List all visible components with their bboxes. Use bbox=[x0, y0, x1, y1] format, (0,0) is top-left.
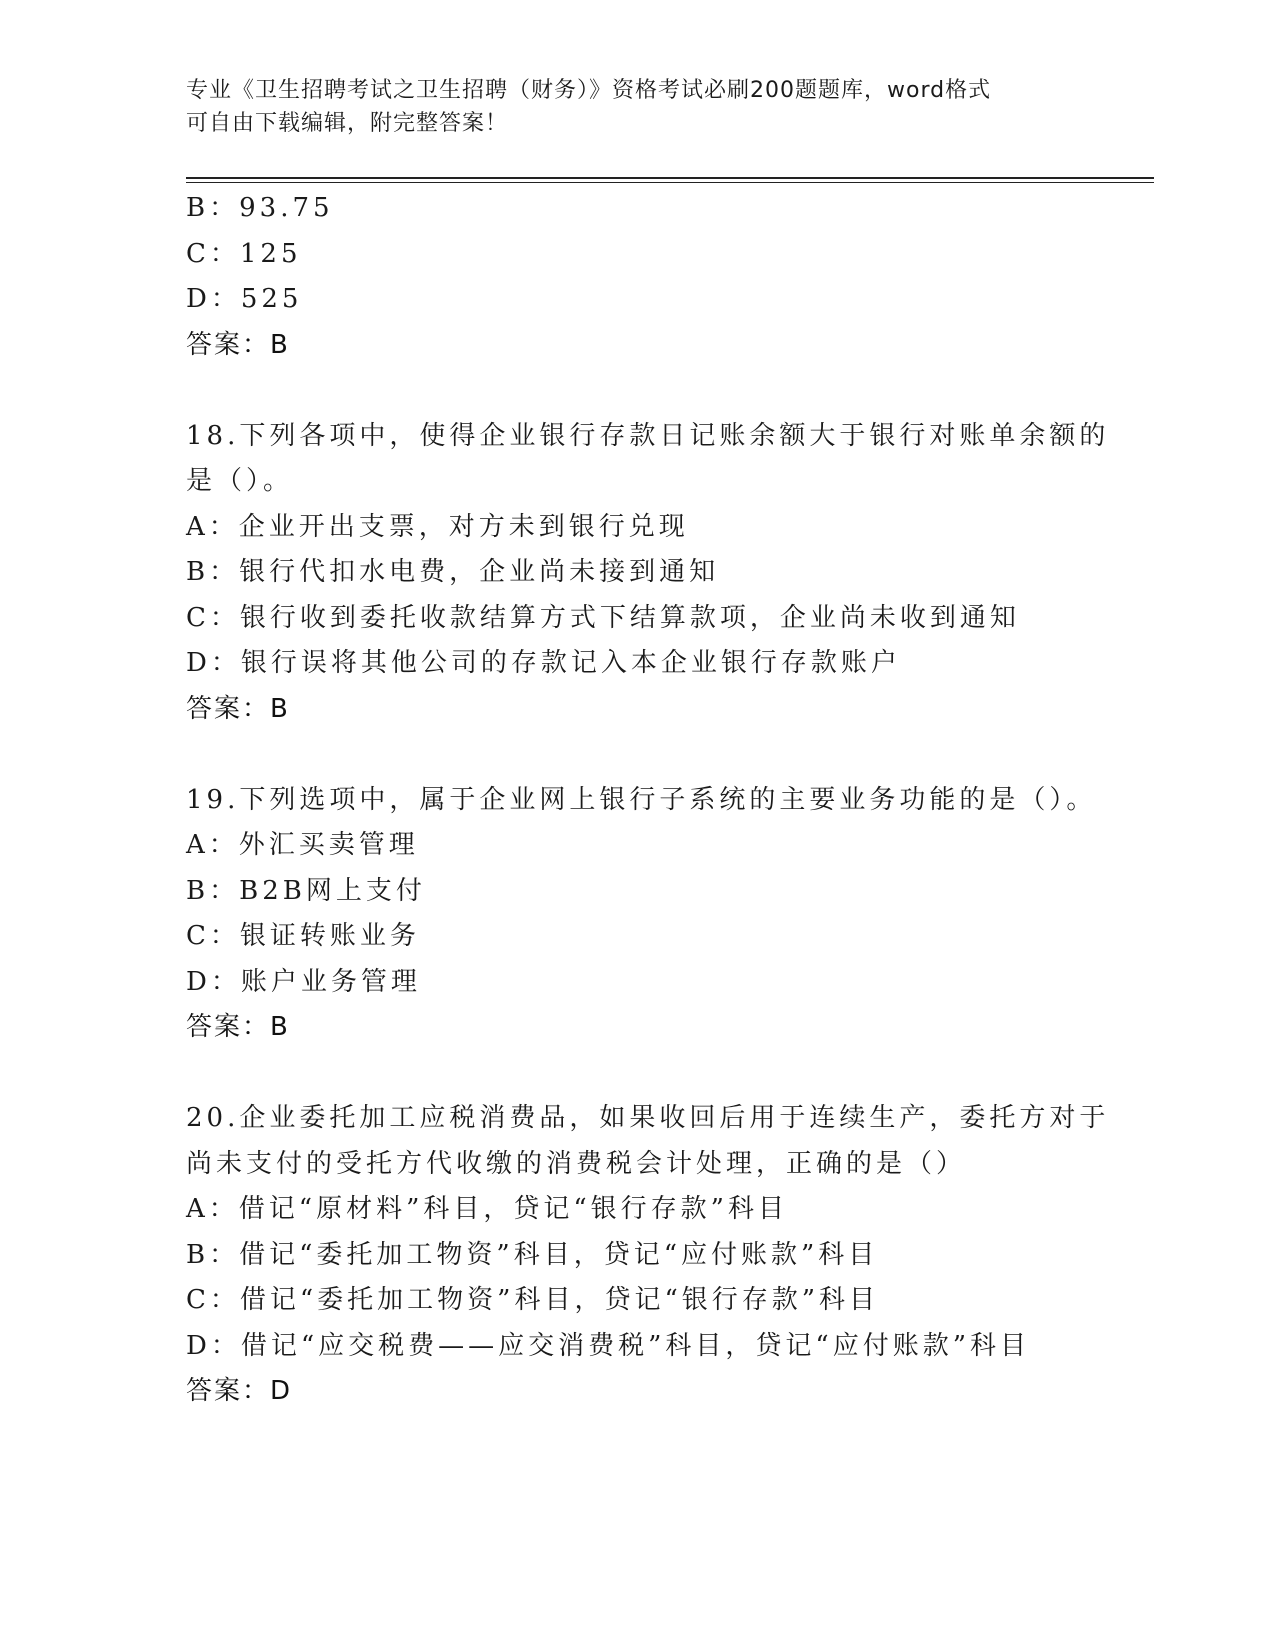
spacer bbox=[186, 368, 1086, 414]
question-20-option-d: D：借记“应交税费——应交消费税”科目，贷记“应付账款”科目 bbox=[186, 1330, 1031, 1361]
question-19-option-b: B：B2B网上支付 bbox=[186, 875, 426, 906]
option-d: D：525 bbox=[186, 284, 303, 314]
question-20-option-c: C：借记“委托加工物资”科目，贷记“银行存款”科目 bbox=[186, 1285, 880, 1315]
question-19-stem: 19.下列选项中，属于企业网上银行子系统的主要业务功能的是（）。 bbox=[186, 784, 1097, 815]
question-18-stem-line-2: 是（）。 bbox=[186, 466, 294, 496]
question-20-stem-line-2: 尚未支付的受托方代收缴的消费税会计处理，正确的是（） bbox=[186, 1148, 967, 1179]
option-b: B：93.75 bbox=[186, 193, 334, 223]
option-c: C：125 bbox=[186, 238, 302, 269]
question-18-option-d: D：银行误将其他公司的存款记入本企业银行存款账户 bbox=[186, 648, 901, 678]
question-18-answer: 答案：B bbox=[186, 693, 290, 724]
document-header bbox=[186, 74, 1066, 140]
question-content bbox=[186, 186, 1110, 1415]
question-18-option-a: A：企业开出支票，对方未到银行兑现 bbox=[186, 511, 689, 542]
spacer bbox=[186, 1051, 1086, 1097]
question-19-option-c: C：银证转账业务 bbox=[186, 921, 420, 951]
spacer bbox=[186, 732, 1086, 778]
answer-line: 答案：B bbox=[186, 329, 290, 360]
question-20-stem-line-1: 20.企业委托加工应税消费品，如果收回后用于连续生产，委托方对于 bbox=[186, 1103, 1110, 1133]
question-18-option-c: C：银行收到委托收款结算方式下结算款项，企业尚未收到通知 bbox=[186, 602, 1020, 633]
question-18-option-b: B：银行代扣水电费，企业尚未接到通知 bbox=[186, 557, 720, 587]
question-19-option-a: A：外汇买卖管理 bbox=[186, 830, 419, 860]
question-20-option-a: A：借记“原材料”科目，贷记“银行存款”科目 bbox=[186, 1194, 788, 1224]
header-line-2: 可自由下载编辑，附完整答案！ bbox=[186, 111, 509, 136]
header-divider-thin bbox=[186, 182, 1154, 183]
question-18-stem-line-1: 18.下列各项中，使得企业银行存款日记账余额大于银行对账单余额的 bbox=[186, 420, 1110, 451]
question-20-answer: 答案：D bbox=[186, 1376, 293, 1406]
question-19-answer: 答案：B bbox=[186, 1012, 290, 1042]
question-19-option-d: D：账户业务管理 bbox=[186, 966, 421, 997]
header-divider-thick bbox=[186, 177, 1154, 179]
question-20-option-b: B：借记“委托加工物资”科目，贷记“应付账款”科目 bbox=[186, 1239, 879, 1270]
header-line-1: 专业《卫生招聘考试之卫生招聘（财务）》资格考试必刷200题题库，word格式 bbox=[186, 78, 992, 103]
